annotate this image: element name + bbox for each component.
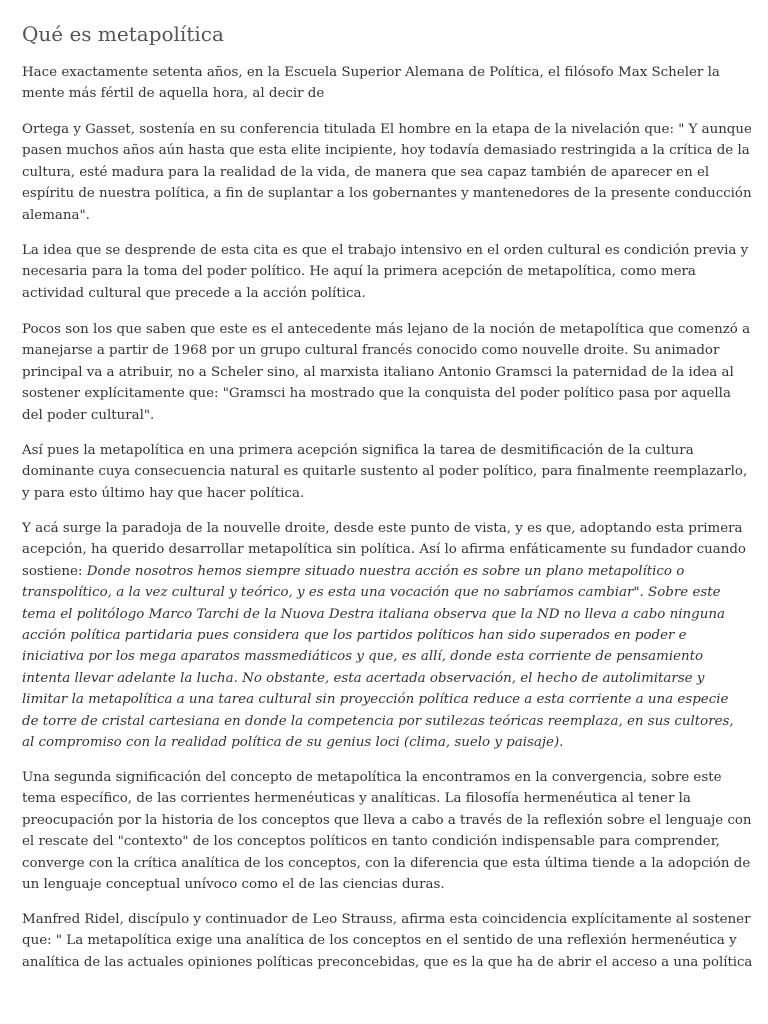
text-line: de torre de cristal cartesiana en donde la competencia por sutilezas teóricas reemplaza, en sus cultores,: [22, 713, 734, 729]
text-line: La idea que se desprende de esta cita es que el trabajo intensivo en el orden cultural es condición previa y: [22, 243, 749, 258]
text-line: del poder cultural".: [22, 407, 155, 423]
text-line: alemana".: [22, 207, 90, 223]
text-line: Pocos son los que saben que este es el antecedente más lejano de la noción de metapolítica que comenzó a: [22, 322, 751, 337]
text-line: y para esto último hay que hacer política.: [22, 485, 305, 501]
paragraph-6: [22, 518, 752, 753]
text-line: un lenguaje conceptual unívoco como el de las ciencias duras.: [22, 877, 445, 893]
text-line: [22, 561, 752, 582]
paragraph-2: [22, 119, 752, 226]
quote-run: transpolítico, a la vez cultural y teórico, y es esta una vocación que no sabríamos cambiar": [22, 585, 640, 601]
text-line: manejarse a partir de 1968 por un grupo cultural francés conocido como nouvelle droite. Su animador: [22, 343, 720, 359]
quote-run: Donde nosotros hemos siempre situado nuestra acción es sobre un plano metapolítico o: [86, 563, 685, 579]
text-line: [22, 582, 752, 603]
text-line: limitar la metapolítica a una tarea cultural sin proyección política reduce a esta corriente a una especie: [22, 692, 729, 708]
text-line: al compromiso con la realidad política de su genius loci (clima, suelo y paisaje).: [22, 735, 564, 751]
text-line: mente más fértil de aquella hora, al decir de: [22, 86, 325, 102]
text-line: Y acá surge la paradoja de la nouvelle droite, desde este punto de vista, y es que, adoptando esta primera: [22, 521, 743, 536]
text-line: tema el politólogo Marco Tarchi de la Nuova Destra italiana observa que la ND no lleva a cabo ninguna: [22, 606, 725, 622]
text-line: intenta llevar adelante la lucha. No obstante, esta acertada observación, el hecho de autolimitarse y: [22, 670, 705, 686]
paragraph-8: [22, 909, 752, 973]
paragraph-1: [22, 62, 752, 105]
text-line: Ortega y Gasset, sostenía en su conferencia titulada El hombre en la etapa de la nivelación que: " Y aunque: [22, 122, 752, 137]
text-line: cultura, esté madura para la realidad de la vida, de manera que sea capaz también de aparecer en el: [22, 164, 710, 180]
text-line: analítica de las actuales opiniones políticas preconcebidas, que es la que ha de abrir el acceso a una política: [22, 954, 753, 970]
text-line: sostener explícitamente que: "Gramsci ha mostrado que la conquista del poder político pasa por aquella: [22, 386, 731, 402]
text-line: Una segunda significación del concepto de metapolítica la encontramos en la convergencia, sobre este: [22, 770, 722, 785]
text-line: acepción, ha querido desarrollar metapolítica sin política. Así lo afirma enfáticamente su fundador cuando: [22, 542, 746, 558]
text-line: preocupación por la historia de los conceptos que lleva a cabo a través de la reflexión sobre el lenguaje con: [22, 812, 752, 828]
text-line: converge con la crítica analítica de los conceptos, con la diferencia que esta última tiende a la adopción de: [22, 855, 751, 871]
text-line: pasen muchos años aún hasta que esta elite incipiente, hoy todavía demasiado restringida a la crítica de la: [22, 143, 750, 159]
paragraph-3: [22, 240, 752, 304]
page-title: Qué es metapolítica: [22, 22, 224, 46]
text-run: . Sobre este: [639, 585, 721, 601]
text-line: el rescate del "contexto" de los conceptos políticos en tanto condición indispensable para comprender,: [22, 834, 720, 850]
paragraph-7: [22, 767, 752, 895]
text-line: acción política partidaria pues considera que los partidos políticos han sido superados en poder e: [22, 628, 687, 644]
paragraph-4: [22, 319, 752, 426]
text-line: Manfred Ridel, discípulo y continuador de Leo Strauss, afirma esta coincidencia explícitamente al sostener: [22, 912, 751, 927]
text-line: actividad cultural que precede a la acción política.: [22, 285, 366, 301]
text-line: que: " La metapolítica exige una analítica de los conceptos en el sentido de una reflexión hermenéutica y: [22, 933, 737, 949]
paragraph-5: [22, 440, 752, 504]
text-run: sostiene:: [22, 563, 87, 579]
text-line: tema específico, de las corrientes hermenéuticas y analíticas. La filosofía hermenéutica al tener la: [22, 791, 691, 807]
text-line: Así pues la metapolítica en una primera acepción significa la tarea de desmitificación de la cultura: [22, 443, 694, 458]
text-line: iniciativa por los mega aparatos massmediáticos y que, es allí, donde esta corriente de pensamiento: [22, 649, 704, 665]
text-line: dominante cuya consecuencia natural es quitarle sustento al poder político, para finalmente reemplazarlo,: [22, 464, 748, 480]
text-line: principal va a atribuir, no a Scheler sino, al marxista italiano Antonio Gramsci la paternidad de la idea al: [22, 364, 734, 380]
text-line: Hace exactamente setenta años, en la Escuela Superior Alemana de Política, el filósofo Max Scheler la: [22, 65, 720, 80]
text-line: necesaria para la toma del poder político. He aquí la primera acepción de metapolítica, como mera: [22, 264, 696, 280]
text-line: espíritu de nuestra política, a fin de suplantar a los gobernantes y mantenedores de la presente conducción: [22, 186, 752, 202]
